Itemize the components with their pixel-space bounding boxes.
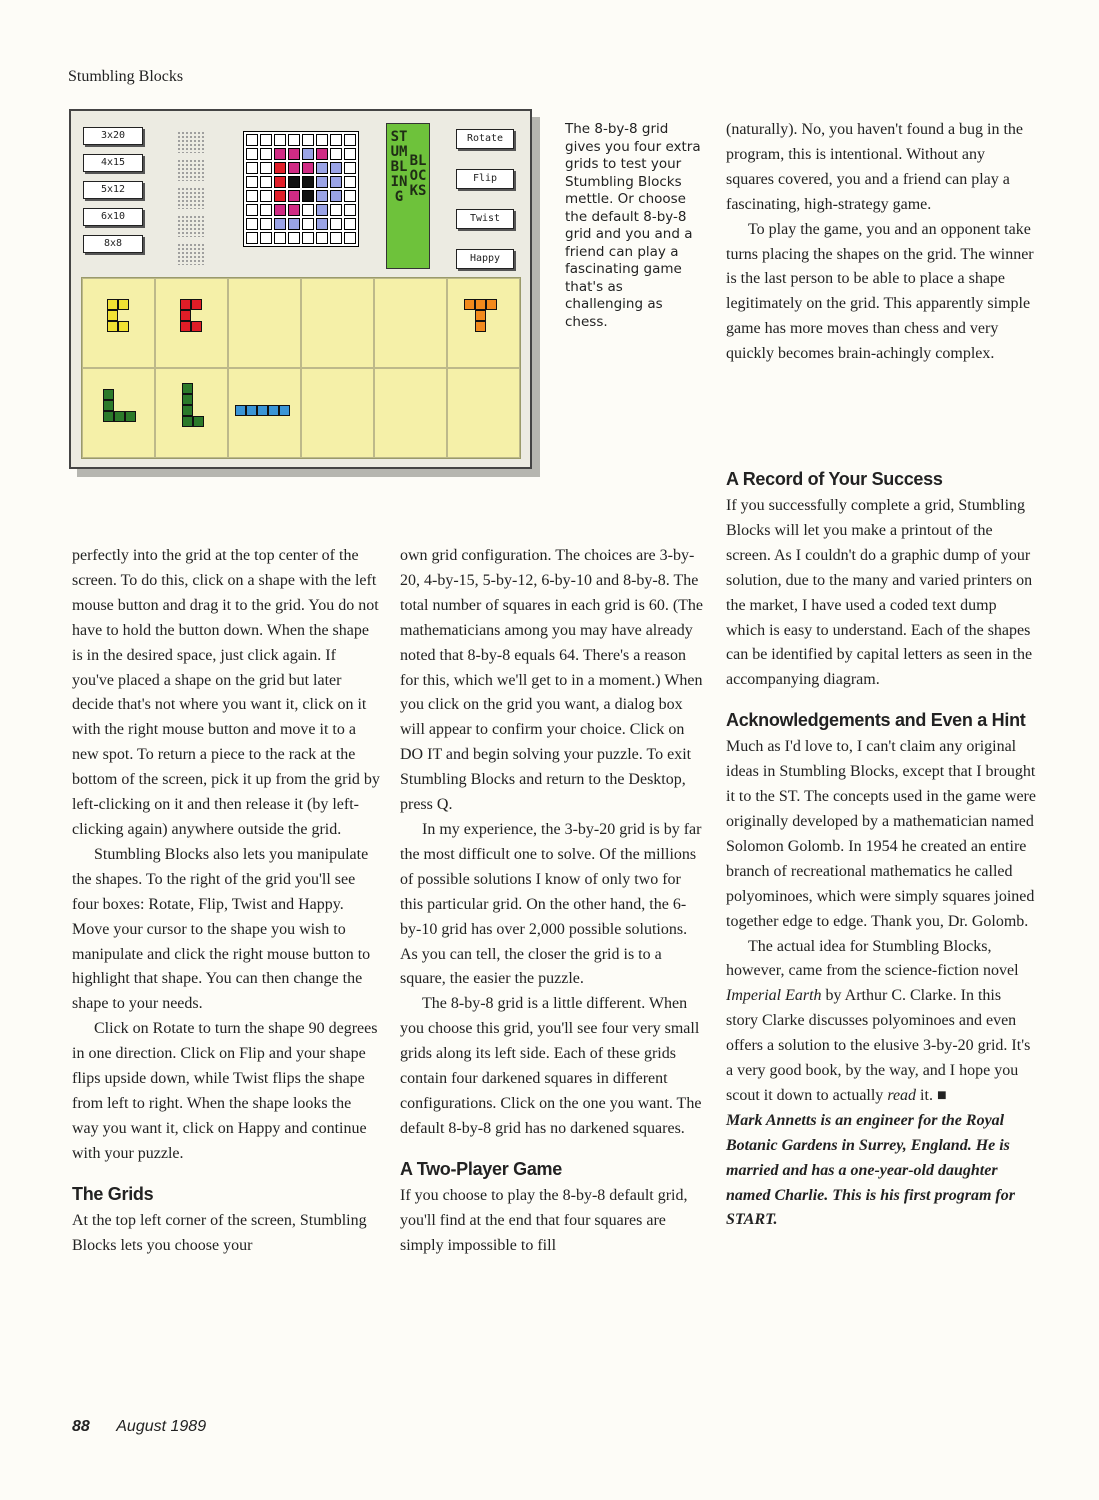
shape-square [180, 299, 191, 310]
happy-button[interactable]: Happy [456, 249, 514, 269]
grid-cell[interactable] [344, 232, 356, 244]
grid-cell[interactable] [274, 162, 286, 174]
shape-square [246, 405, 257, 416]
grid-cell[interactable] [274, 218, 286, 230]
shape-square [182, 416, 193, 427]
grid-cell[interactable] [330, 204, 342, 216]
grid-cell[interactable] [274, 232, 286, 244]
running-head: Stumbling Blocks [68, 68, 184, 85]
twist-button[interactable]: Twist [456, 209, 514, 229]
grid-cell[interactable] [260, 134, 272, 146]
column-3 [726, 466, 1036, 1233]
title-word-blocks: BLOCKS [409, 153, 427, 199]
shape-square [475, 310, 486, 321]
mini-grid-selector [177, 131, 205, 271]
column-3-top [726, 118, 1036, 367]
text-span: The actual idea for Stumbling Blocks, however, came from the science-fiction novel [726, 937, 1019, 980]
rotate-button[interactable]: Rotate [456, 129, 514, 149]
grid-3x20-button[interactable]: 3x20 [83, 127, 143, 145]
text-span: it. ■ [916, 1086, 947, 1104]
grid-cell[interactable] [344, 134, 356, 146]
shape-square [182, 394, 193, 405]
rack-slot-l-green-long[interactable] [155, 368, 228, 458]
grid-cell[interactable] [344, 162, 356, 174]
paragraph: The 8-by-8 grid is a little different. When you choose this grid, you'll see four very small grids along its left side. Each of these grids contain four darkened squares in different configurations. Click on the one you want. The default 8-by-8 grid has no darkened squares. [400, 995, 702, 1137]
page-footer [72, 1418, 206, 1436]
rack-slot-empty[interactable] [301, 368, 374, 458]
grid-cell[interactable] [316, 218, 328, 230]
shape-square [182, 383, 193, 394]
column-2 [400, 544, 706, 1258]
mini-grid[interactable] [177, 159, 205, 181]
grid-cell[interactable] [302, 148, 314, 160]
paragraph: Click on Rotate to turn the shape 90 degrees in one direction. Click on Flip and your shape flips upside down, while Twist flips the shape from left to right. When the shape looks the way you want it, click on Happy and continue with your puzzle. [72, 1020, 378, 1162]
grid-cell[interactable] [246, 134, 258, 146]
shape-square [475, 321, 486, 332]
grid-6x10-button[interactable]: 6x10 [83, 208, 143, 226]
grid-cell[interactable] [302, 176, 314, 188]
grid-cell[interactable] [330, 232, 342, 244]
heading-the-grids: The Grids [72, 1183, 154, 1204]
shape-square [125, 411, 136, 422]
shape-square [107, 299, 118, 310]
grid-cell[interactable] [260, 232, 272, 244]
heading-acknowledgements: Acknowledgements and Even a Hint [726, 710, 1026, 731]
shape-square [464, 299, 475, 310]
grid-cell[interactable] [260, 162, 272, 174]
grid-cell[interactable] [260, 190, 272, 202]
grid-cell[interactable] [246, 148, 258, 160]
paragraph: (naturally). No, you haven't found a bug in the program, this is intentional. Without any squares covered, you and a friend can play a fascinating, high-strategy game. [726, 121, 1024, 213]
game-title-banner [386, 123, 430, 269]
paragraph: To play the game, you and an opponent take turns placing the shapes on the grid. The winner is the last person to be able to place a shape legitimately on the grid. This apparently simple game has more moves than chess and very quickly becomes brain-achingly complex. [726, 220, 1034, 363]
shape-square [268, 405, 279, 416]
shape-square [107, 310, 118, 321]
grid-cell[interactable] [288, 204, 300, 216]
paragraph: Much as I'd love to, I can't claim any original ideas in Stumbling Blocks, except that I brought it to the ST. The concepts used in the game were originally developed by a mathematician named Solomon Golomb. In 1954 he created an entire branch of recreational mathematics he called polyominoes, which were simply squares joined together edge to edge. Thank you, Dr. Golomb. [726, 738, 1036, 930]
grid-cell[interactable] [260, 148, 272, 160]
grid-cell[interactable] [344, 148, 356, 160]
shape-square [193, 416, 204, 427]
grid-cell[interactable] [288, 148, 300, 160]
paragraph [726, 935, 1036, 1109]
author-bio: Mark Annetts is an engineer for the Royal Botanic Gardens in Surrey, England. He is married and has a one-year-old daughter named Charlie. This is his first program for START. [726, 1111, 1015, 1229]
grid-cell[interactable] [246, 218, 258, 230]
puzzle-grid[interactable] [243, 131, 359, 247]
grid-cell[interactable] [344, 218, 356, 230]
grid-cell[interactable] [316, 134, 328, 146]
grid-cell[interactable] [330, 176, 342, 188]
shape-square [118, 299, 129, 310]
grid-5x12-button[interactable]: 5x12 [83, 181, 143, 199]
shape-square [257, 405, 268, 416]
shape-control-buttons [456, 129, 514, 289]
paragraph: own grid configuration. The choices are 3-by-20, 4-by-15, 5-by-12, 6-by-10 and 8-by-8. The total number of squares in each grid is 60. (The mathematicians among you may have already noted that 8-by-8 equals 64. There's a reason for this, which we'll get to in a moment.) When you click on the grid you want, a dialog box will appear to confirm your choice. Click on DO IT and begin solving your puzzle. To exit Stumbling Blocks and return to the Desktop, press Q. [400, 547, 704, 814]
grid-cell[interactable] [302, 204, 314, 216]
mini-grid[interactable] [177, 131, 205, 153]
issue-date: August 1989 [116, 1418, 207, 1435]
mini-grid[interactable] [177, 187, 205, 209]
paragraph: If you successfully complete a grid, Stumbling Blocks will let you make a printout of the screen. As I couldn't do a graphic dump of your solution, due to the many and varied printers on the market, I have used a coded text dump which is easy to understand. Each of the shapes can be identified by capital letters as seen in the accompanying diagram. [726, 497, 1033, 689]
shape-square [191, 299, 202, 310]
rack-slot-c-yellow[interactable] [82, 278, 155, 368]
grid-cell[interactable] [260, 204, 272, 216]
grid-cell[interactable] [316, 232, 328, 244]
grid-cell[interactable] [260, 176, 272, 188]
grid-cell[interactable] [288, 162, 300, 174]
grid-cell[interactable] [246, 162, 258, 174]
grid-cell[interactable] [274, 190, 286, 202]
shape-square [486, 299, 497, 310]
grid-cell[interactable] [274, 148, 286, 160]
shape-square [475, 299, 486, 310]
grid-cell[interactable] [260, 218, 272, 230]
emphasis: read [887, 1086, 917, 1104]
rack-slot-empty[interactable] [374, 278, 447, 368]
grid-cell[interactable] [344, 190, 356, 202]
grid-cell[interactable] [330, 218, 342, 230]
paragraph: perfectly into the grid at the top center of the screen. To do this, click on a shape with the left mouse button and drag it to the grid. You do not have to hold the button down. When the shape is in the desired space, just click again. If you've placed a shape on the grid but later decide that's not where you want it, click on it with the right mouse button and move it to a new spot. To return a piece to the rack at the bottom of the screen, pick it up from the grid by left-clicking on it and then release it (by left-clicking again) anywhere outside the grid. [72, 547, 380, 838]
grid-8x8-button[interactable]: 8x8 [83, 235, 143, 253]
grid-cell[interactable] [288, 134, 300, 146]
grid-cell[interactable] [274, 134, 286, 146]
grid-cell[interactable] [302, 232, 314, 244]
mini-grid[interactable] [177, 243, 205, 265]
grid-cell[interactable] [344, 204, 356, 216]
shape-square [235, 405, 246, 416]
rack-slot-empty[interactable] [228, 278, 301, 368]
grid-cell[interactable] [344, 176, 356, 188]
heading-record-of-success: A Record of Your Success [726, 469, 943, 489]
grid-cell[interactable] [302, 162, 314, 174]
paragraph: In my experience, the 3-by-20 grid is by far the most difficult one to solve. Of the millions of possible solutions I know of only two for this particular grid. On the other hand, the 6-by-10 grid has over 2,000 possible solutions. As you can tell, the closer the grid is to a square, the easier the puzzle. [400, 820, 702, 988]
grid-cell[interactable] [274, 176, 286, 188]
shape-square [107, 321, 118, 332]
column-1 [72, 544, 380, 1258]
text-span: by Arthur C. Clarke. In this story Clarke discusses polyominoes and even offers a solution to the elusive 3-by-20 grid. It's a very good book, by the way, and I hope you scout it down to actually [726, 987, 1031, 1104]
rack-slot-empty[interactable] [301, 278, 374, 368]
grid-cell[interactable] [316, 190, 328, 202]
grid-cell[interactable] [302, 190, 314, 202]
grid-cell[interactable] [302, 218, 314, 230]
rack-slot-empty[interactable] [374, 368, 447, 458]
grid-cell[interactable] [288, 176, 300, 188]
rack-slot-c-red[interactable] [155, 278, 228, 368]
rack-slot-empty[interactable] [447, 368, 520, 458]
rack-slot-i-cyan[interactable] [228, 368, 301, 458]
grid-cell[interactable] [246, 204, 258, 216]
grid-cell[interactable] [330, 148, 342, 160]
title-word-stumbling: STUMBLING [390, 129, 408, 205]
shape-square [118, 321, 129, 332]
grid-cell[interactable] [330, 162, 342, 174]
page-number: 88 [72, 1418, 90, 1435]
shape-square [103, 400, 114, 411]
grid-size-buttons [83, 127, 143, 262]
grid-cell[interactable] [330, 134, 342, 146]
grid-cell[interactable] [246, 190, 258, 202]
shape-square [180, 321, 191, 332]
shape-square [191, 321, 202, 332]
grid-4x15-button[interactable]: 4x15 [83, 154, 143, 172]
grid-cell[interactable] [316, 148, 328, 160]
shape-square [182, 405, 193, 416]
book-title: Imperial Earth [726, 987, 822, 1005]
paragraph: If you choose to play the 8-by-8 default grid, you'll find at the end that four squares are simply impossible to fill [400, 1186, 688, 1254]
grid-cell[interactable] [316, 162, 328, 174]
shape-square [279, 405, 290, 416]
heading-two-player-game: A Two-Player Game [400, 1158, 562, 1179]
grid-cell[interactable] [288, 190, 300, 202]
rack-slot-t-orange[interactable] [447, 278, 520, 368]
shape-square [180, 310, 191, 321]
flip-button[interactable]: Flip [456, 169, 514, 189]
grid-cell[interactable] [316, 204, 328, 216]
grid-cell[interactable] [288, 218, 300, 230]
grid-cell[interactable] [330, 190, 342, 202]
shape-square [103, 411, 114, 422]
figure-caption: The 8-by-8 grid gives you four extra grids to test your Stumbling Blocks mettle. Or choose the default 8-by-8 grid and you and a friend can play a fascinating game that's as challenging as chess. [565, 121, 701, 330]
rack-slot-l-green[interactable] [82, 368, 155, 458]
shape-square [114, 411, 125, 422]
paragraph: At the top left corner of the screen, Stumbling Blocks lets you choose your [72, 1211, 367, 1254]
grid-cell[interactable] [288, 232, 300, 244]
mini-grid[interactable] [177, 215, 205, 237]
grid-cell[interactable] [246, 232, 258, 244]
shape-rack [81, 277, 521, 459]
grid-cell[interactable] [302, 134, 314, 146]
grid-cell[interactable] [274, 204, 286, 216]
grid-cell[interactable] [316, 176, 328, 188]
paragraph: Stumbling Blocks also lets you manipulate the shapes. To the right of the grid you'll see four boxes: Rotate, Flip, Twist and Happy. Move your cursor to the shape you wish to manipulate and click the right mouse button to highlight that shape. You can then change the shape to your needs. [72, 845, 371, 1013]
shape-square [103, 389, 114, 400]
game-screenshot [69, 109, 532, 469]
grid-cell[interactable] [246, 176, 258, 188]
